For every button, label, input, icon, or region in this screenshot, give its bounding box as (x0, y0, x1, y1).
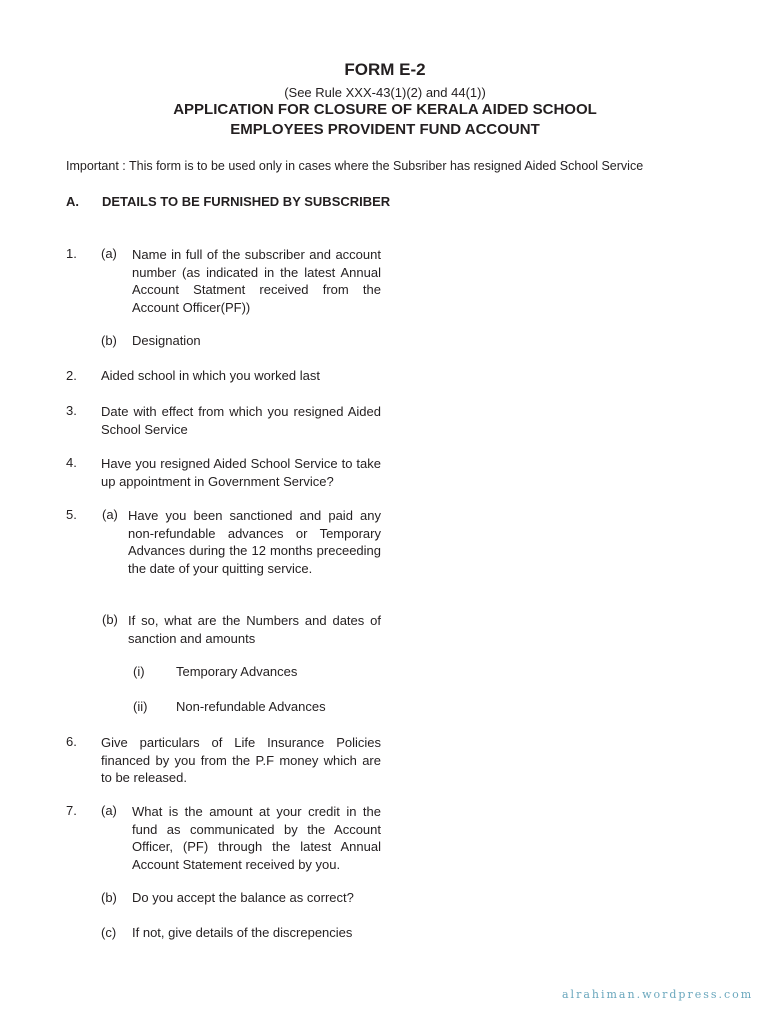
item-7b-text: Do you accept the balance as correct? (132, 890, 354, 905)
item-7c-text: If not, give details of the discrepencies (132, 925, 353, 940)
item-7b-label: (b) (101, 890, 117, 905)
item-3-text: Date with effect from which you resigned Aided School Service (101, 404, 381, 437)
watermark: alrahiman.wordpress.com (562, 988, 754, 1001)
item-5b-i-text: Temporary Advances (176, 664, 298, 679)
section-letter: A. (66, 194, 79, 209)
item-7c-label: (c) (101, 925, 117, 940)
item-5b-i-label: (i) (133, 664, 145, 679)
item-1-number: 1. (66, 246, 77, 261)
item-6-number: 6. (66, 734, 77, 749)
item-1b-text: Designation (132, 333, 201, 348)
rule-reference: (See Rule XXX-43(1)(2) and 44(1)) (284, 85, 486, 100)
item-4-number: 4. (66, 455, 77, 470)
form-title: FORM E-2 (344, 60, 426, 79)
item-4-text: Have you resigned Aided School Service to take up appointment in Government Service? (101, 456, 381, 489)
item-5b-ii-text: Non-refundable Advances (176, 699, 326, 714)
item-7-number: 7. (66, 803, 77, 818)
form-heading-line1: APPLICATION FOR CLOSURE OF KERALA AIDED SCHOOL (173, 101, 597, 118)
item-1a-text: Name in full of the subscriber and account number (as indicated in the latest Annual Account Statment received from the Account Officer(PF)) (132, 247, 381, 315)
item-2-number: 2. (66, 368, 77, 383)
item-5a-text: Have you been sanctioned and paid any non-refundable advances or Temporary Advances during the 12 months preceeding the date of your quitting service. (128, 508, 381, 576)
section-title: DETAILS TO BE FURNISHED BY SUBSCRIBER (102, 194, 391, 209)
form-heading-line2: EMPLOYEES PROVIDENT FUND ACCOUNT (230, 121, 540, 138)
item-7a-label: (a) (101, 803, 117, 818)
item-5a-label: (a) (102, 507, 118, 522)
item-2-text: Aided school in which you worked last (101, 368, 320, 383)
important-note: Important : This form is to be used only in cases where the Subsriber has resigned Aided School Service (66, 159, 644, 173)
item-5b-text: If so, what are the Numbers and dates of sanction and amounts (128, 613, 381, 646)
item-5b-label: (b) (102, 612, 118, 627)
item-7a-text: What is the amount at your credit in the fund as communicated by the Account Officer, (PF) through the latest Annual Account Statement received by you. (132, 804, 381, 872)
item-6-text: Give particulars of Life Insurance Policies financed by you from the P.F money which are to be released. (101, 735, 381, 785)
item-3-number: 3. (66, 403, 77, 418)
item-1b-label: (b) (101, 333, 117, 348)
item-1a-label: (a) (101, 246, 117, 261)
item-5-number: 5. (66, 507, 77, 522)
item-5b-ii-label: (ii) (133, 699, 148, 714)
